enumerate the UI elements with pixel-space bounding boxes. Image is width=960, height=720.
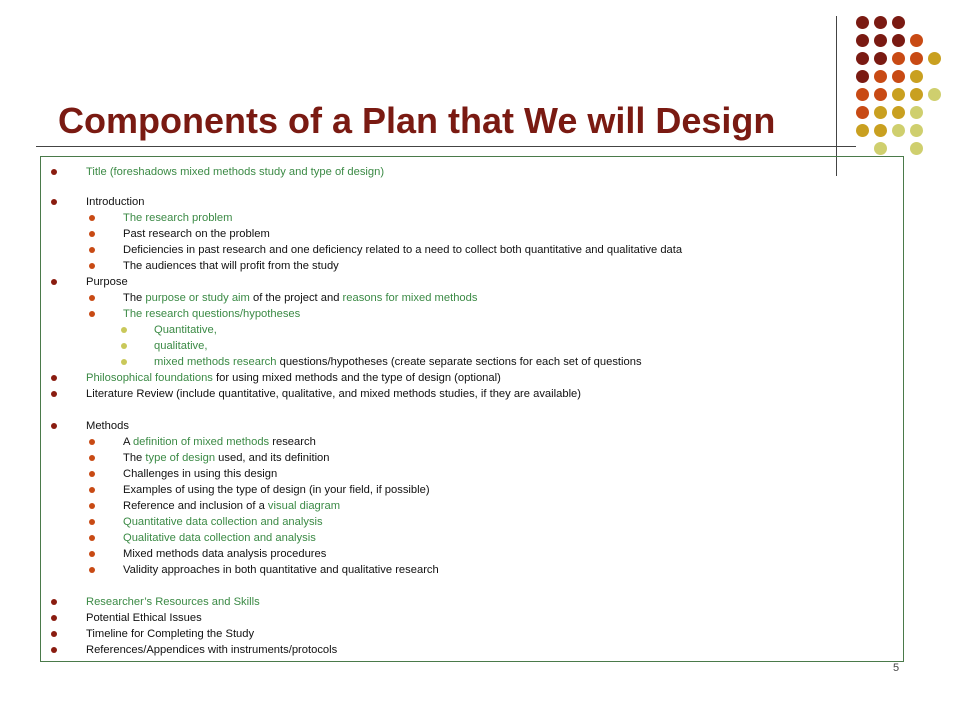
decorative-dot bbox=[892, 106, 905, 119]
bullet-icon bbox=[51, 631, 57, 637]
list-item-level-2 bbox=[123, 515, 323, 529]
list-item-text: The bbox=[123, 292, 146, 304]
bullet-icon bbox=[89, 263, 95, 269]
decorative-dot bbox=[892, 16, 905, 29]
vertical-rule bbox=[836, 16, 837, 176]
bullet-icon bbox=[51, 375, 57, 381]
bullet-icon bbox=[51, 279, 57, 285]
list-item-text: mixed methods research bbox=[154, 356, 277, 368]
list-item-level-2 bbox=[123, 483, 430, 497]
list-item-level-1 bbox=[86, 195, 144, 209]
list-item-level-1 bbox=[86, 165, 384, 179]
decorative-dot bbox=[856, 106, 869, 119]
list-item-text: Examples of using the type of design (in your field, if possible) bbox=[123, 484, 430, 496]
bullet-icon bbox=[89, 311, 95, 317]
list-item-text: reasons for mixed methods bbox=[342, 292, 478, 304]
bullet-icon bbox=[51, 423, 57, 429]
decorative-dot bbox=[874, 52, 887, 65]
list-item-level-2 bbox=[123, 531, 316, 545]
list-item-text: Methods bbox=[86, 420, 129, 432]
list-item-level-2 bbox=[123, 211, 232, 225]
list-item-text: Quantitative, bbox=[154, 324, 217, 336]
list-item-level-2 bbox=[123, 259, 339, 273]
bullet-icon bbox=[121, 359, 127, 365]
bullet-icon bbox=[89, 439, 95, 445]
list-item-level-2 bbox=[123, 467, 277, 481]
list-item-level-2 bbox=[123, 499, 340, 513]
list-item-level-2 bbox=[123, 435, 316, 449]
decorative-dot bbox=[928, 52, 941, 65]
list-item-text: purpose or study aim bbox=[145, 292, 250, 304]
decorative-dot bbox=[856, 16, 869, 29]
list-item-level-1 bbox=[86, 419, 129, 433]
list-item-text: The audiences that will profit from the study bbox=[123, 260, 339, 272]
decorative-dot bbox=[892, 70, 905, 83]
bullet-icon bbox=[89, 231, 95, 237]
list-item-text: Qualitative data collection and analysis bbox=[123, 532, 316, 544]
decorative-dot bbox=[910, 124, 923, 137]
list-item-text: Challenges in using this design bbox=[123, 468, 278, 480]
bullet-icon bbox=[89, 567, 95, 573]
list-item-level-2 bbox=[123, 243, 682, 257]
decorative-dot bbox=[874, 106, 887, 119]
decorative-dot bbox=[892, 34, 905, 47]
decorative-dot bbox=[874, 16, 887, 29]
list-item-text: qualitative, bbox=[154, 340, 208, 352]
list-item-text: questions/hypotheses (create separate sections for each set of questions bbox=[276, 356, 642, 368]
list-item-text: Potential Ethical Issues bbox=[86, 612, 202, 624]
decorative-dot bbox=[856, 124, 869, 137]
bullet-icon bbox=[89, 503, 95, 509]
list-item-level-1 bbox=[86, 643, 337, 657]
list-item-level-1 bbox=[86, 275, 128, 289]
decorative-dot bbox=[910, 106, 923, 119]
bullet-icon bbox=[51, 599, 57, 605]
bullet-icon bbox=[89, 455, 95, 461]
list-item-text: research bbox=[269, 436, 316, 448]
decorative-dot bbox=[856, 70, 869, 83]
list-item-text: Introduction bbox=[86, 196, 145, 208]
list-item-level-1 bbox=[86, 371, 501, 385]
list-item-text: Timeline for Completing the Study bbox=[86, 628, 255, 640]
list-item-text: type of design bbox=[145, 452, 216, 464]
decorative-dot bbox=[928, 88, 941, 101]
bullet-icon bbox=[89, 295, 95, 301]
list-item-text: Purpose bbox=[86, 276, 128, 288]
list-item-text: Validity approaches in both quantitative and qualitative research bbox=[123, 564, 439, 576]
slide-title: Components of a Plan that We will Design bbox=[58, 100, 776, 141]
decorative-dot bbox=[874, 124, 887, 137]
bullet-icon bbox=[89, 487, 95, 493]
page-number: 5 bbox=[893, 662, 900, 674]
list-item-level-2 bbox=[123, 563, 439, 577]
list-item-text: Philosophical foundations bbox=[86, 372, 213, 384]
list-item-text: The research questions/hypotheses bbox=[123, 308, 301, 320]
list-item-level-3 bbox=[154, 339, 208, 353]
list-item-text: Reference and inclusion of a bbox=[123, 500, 268, 512]
content-box bbox=[40, 156, 904, 662]
list-item-text: The research problem bbox=[123, 212, 233, 224]
bullet-icon bbox=[89, 551, 95, 557]
bullet-icon bbox=[51, 615, 57, 621]
title-underline bbox=[36, 146, 856, 147]
list-item-level-1 bbox=[86, 627, 254, 641]
bullet-icon bbox=[89, 471, 95, 477]
bullet-icon bbox=[51, 199, 57, 205]
decorative-dot bbox=[856, 52, 869, 65]
list-item-text: for using mixed methods and the type of design (optional) bbox=[212, 372, 501, 384]
list-item-text: Deficiencies in past research and one deficiency related to a need to collect both quantitative and qualitative data bbox=[123, 244, 683, 256]
decorative-dot bbox=[874, 34, 887, 47]
decorative-dot bbox=[874, 142, 887, 155]
list-item-text: References/Appendices with instruments/protocols bbox=[86, 644, 338, 656]
decorative-dot bbox=[874, 88, 887, 101]
list-item-level-2 bbox=[123, 547, 326, 561]
list-item-level-1 bbox=[86, 611, 202, 625]
list-item-level-3 bbox=[154, 323, 217, 337]
bullet-icon bbox=[89, 519, 95, 525]
list-item-level-1 bbox=[86, 595, 260, 609]
decorative-dot bbox=[856, 34, 869, 47]
list-item-text: definition of mixed methods bbox=[132, 436, 270, 448]
bullet-icon bbox=[121, 327, 127, 333]
list-item-level-3 bbox=[154, 355, 642, 369]
list-item-text: of the project and bbox=[249, 292, 343, 304]
bullet-icon bbox=[89, 535, 95, 541]
list-item-text: A bbox=[123, 436, 133, 448]
bullet-icon bbox=[121, 343, 127, 349]
decorative-dot bbox=[910, 70, 923, 83]
list-item-text: used, and its definition bbox=[215, 452, 330, 464]
decorative-dot bbox=[910, 88, 923, 101]
list-item-level-2 bbox=[123, 291, 477, 305]
bullet-icon bbox=[89, 215, 95, 221]
decorative-dot-grid bbox=[0, 0, 960, 170]
bullet-icon bbox=[89, 247, 95, 253]
bullet-icon bbox=[51, 647, 57, 653]
list-item-text: Quantitative data collection and analysis bbox=[123, 516, 323, 528]
list-item-text: visual diagram bbox=[267, 500, 341, 512]
bullet-icon bbox=[51, 169, 57, 175]
list-item-text: Past research on the problem bbox=[123, 228, 270, 240]
list-item-text: Researcher’s Resources and Skills bbox=[86, 596, 260, 608]
list-item-text: The bbox=[123, 452, 146, 464]
decorative-dot bbox=[910, 142, 923, 155]
decorative-dot bbox=[874, 70, 887, 83]
decorative-dot bbox=[910, 52, 923, 65]
list-item-text: Title (foreshadows mixed methods study and type of design) bbox=[86, 166, 385, 178]
decorative-dot bbox=[892, 88, 905, 101]
list-item-level-1 bbox=[86, 387, 581, 401]
list-item-level-2 bbox=[123, 451, 330, 465]
list-item-level-2 bbox=[123, 227, 270, 241]
decorative-dot bbox=[892, 124, 905, 137]
list-item-text: Literature Review (include quantitative, qualitative, and mixed methods studies, if they are available) bbox=[86, 388, 582, 400]
list-item-text: Mixed methods data analysis procedures bbox=[123, 548, 327, 560]
decorative-dot bbox=[910, 34, 923, 47]
list-item-level-2 bbox=[123, 307, 300, 321]
decorative-dot bbox=[856, 88, 869, 101]
bullet-icon bbox=[51, 391, 57, 397]
decorative-dot bbox=[892, 52, 905, 65]
